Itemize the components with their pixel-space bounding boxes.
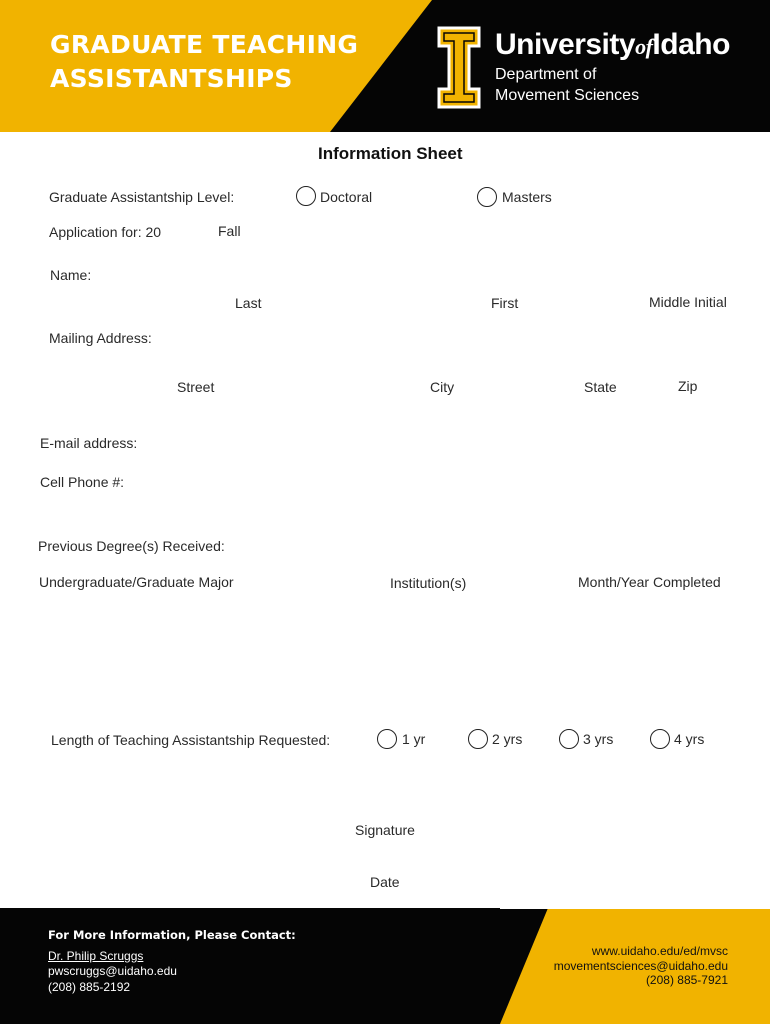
university-name-of: of xyxy=(635,34,653,59)
radio-doctoral[interactable] xyxy=(296,186,316,206)
institution-column-caption: Institution(s) xyxy=(390,575,467,591)
footer-divider xyxy=(500,905,770,909)
option-masters-label: Masters xyxy=(502,189,552,205)
option-doctoral-label: Doctoral xyxy=(320,189,373,205)
footer-contact-email[interactable]: pwscruggs@uidaho.edu xyxy=(48,964,177,978)
address-state-caption: State xyxy=(584,379,617,395)
length-label: Length of Teaching Assistantship Requested: xyxy=(51,732,331,748)
major-column-caption: Undergraduate/Graduate Major xyxy=(39,574,234,590)
previous-degrees-label: Previous Degree(s) Received: xyxy=(38,538,225,554)
address-city-caption: City xyxy=(430,379,455,395)
option-3-yrs-label: 3 yrs xyxy=(583,731,614,747)
option-1-yr-label: 1 yr xyxy=(402,731,426,747)
department-line1: Department of xyxy=(495,66,597,83)
email-label: E-mail address: xyxy=(40,435,138,451)
header-title-line1: GRADUATE TEACHING xyxy=(50,30,359,59)
university-i-logo-icon xyxy=(437,26,481,109)
footer-contact-name[interactable]: Dr. Philip Scruggs xyxy=(48,949,144,963)
address-zip-caption: Zip xyxy=(678,378,698,394)
radio-masters[interactable] xyxy=(477,187,497,207)
date-caption: Date xyxy=(370,874,400,890)
footer-contact-heading: For More Information, Please Contact: xyxy=(48,928,296,942)
form-heading: Information Sheet xyxy=(318,144,463,163)
mailing-address-label: Mailing Address: xyxy=(49,330,152,346)
option-2-yrs-label: 2 yrs xyxy=(492,731,523,747)
university-name-b: Idaho xyxy=(652,28,730,61)
name-middle-caption: Middle Initial xyxy=(649,294,727,310)
application-term: Fall xyxy=(218,223,241,239)
option-4-yrs-label: 4 yrs xyxy=(674,731,705,747)
radio-1-yr[interactable] xyxy=(377,729,397,749)
application-label: Application for: 20 xyxy=(49,224,162,240)
name-first-caption: First xyxy=(491,295,519,311)
radio-2-yrs[interactable] xyxy=(468,729,488,749)
department-line2: Movement Sciences xyxy=(495,87,640,104)
header-title-line2: ASSISTANTSHIPS xyxy=(50,64,293,93)
footer-website[interactable]: www.uidaho.edu/ed/mvsc xyxy=(591,944,728,958)
completed-column-caption: Month/Year Completed xyxy=(578,574,721,590)
level-label: Graduate Assistantship Level: xyxy=(49,189,235,205)
university-name xyxy=(495,28,730,62)
name-label: Name: xyxy=(50,267,92,283)
name-last-caption: Last xyxy=(235,295,262,311)
signature-caption: Signature xyxy=(355,822,415,838)
footer-contact-phone: (208) 885-2192 xyxy=(48,980,131,994)
address-street-caption: Street xyxy=(177,379,215,395)
radio-3-yrs[interactable] xyxy=(559,729,579,749)
footer-dept-email[interactable]: movementsciences@uidaho.edu xyxy=(553,959,728,973)
university-name-a: University xyxy=(495,28,636,61)
footer-dept-phone: (208) 885-7921 xyxy=(645,973,728,987)
cell-phone-label: Cell Phone #: xyxy=(40,474,125,490)
radio-4-yrs[interactable] xyxy=(650,729,670,749)
